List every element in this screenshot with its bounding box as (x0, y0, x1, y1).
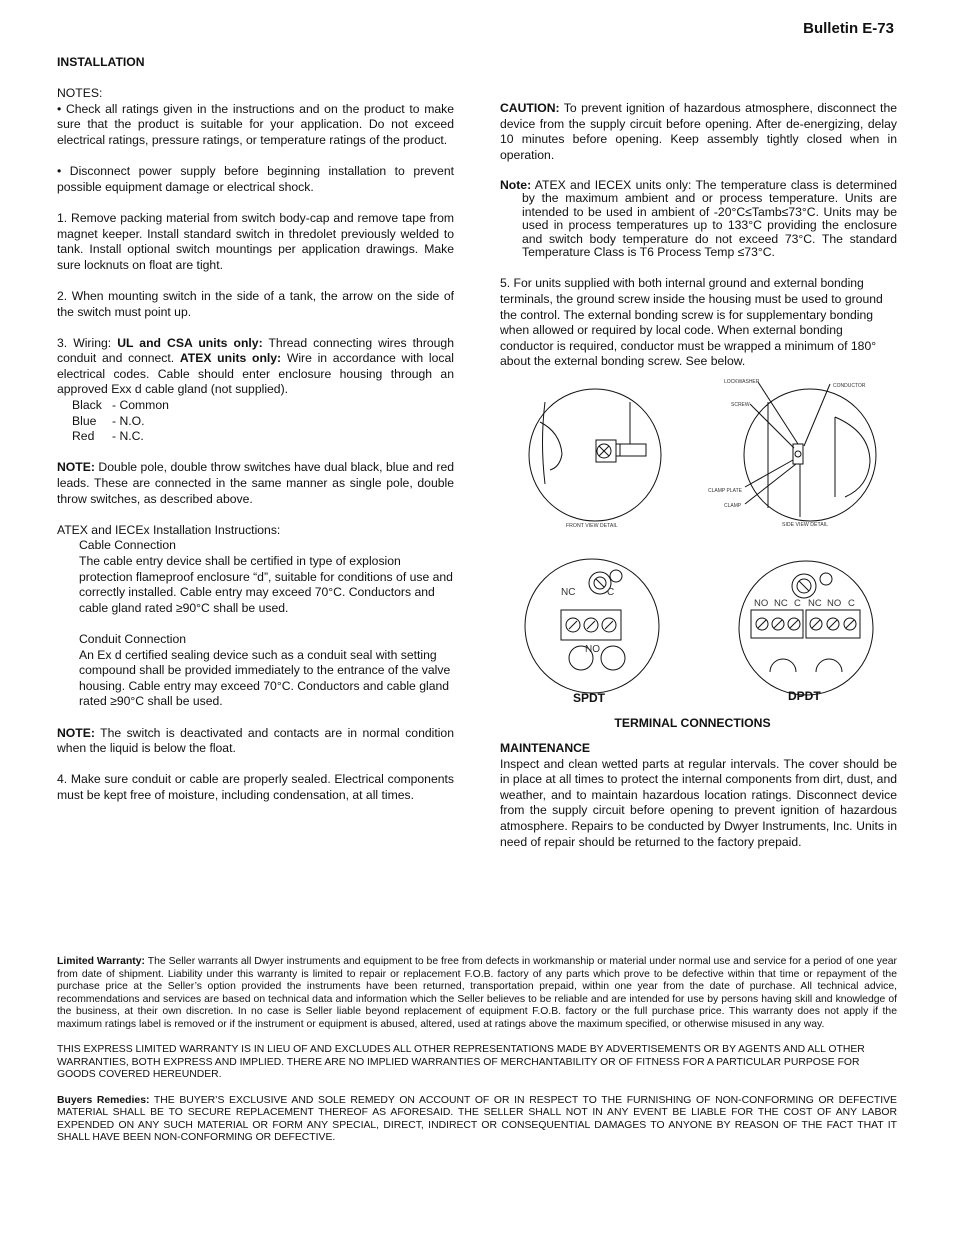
terminal-connection-figure (500, 372, 900, 712)
dpdt-terminal-diagram (739, 561, 873, 695)
dpdt-no-label-2: NO (827, 598, 842, 609)
caution-column (500, 101, 897, 386)
note-switch: NOTE: The switch is deactivated and contacts are in normal condition when the liquid is below the float. (57, 725, 454, 756)
note-dpdt: NOTE: Double pole, double throw switches have dual black, blue and red leads. These are connected in the same manner as single pole, double throw switches, as described above. (57, 460, 454, 506)
step-3-ul-label: UL and CSA units only: (117, 335, 263, 350)
wire-item: Black - Common (72, 398, 169, 413)
side-view-detail (744, 382, 876, 521)
installation-heading: INSTALLATION (57, 55, 145, 69)
spdt-terminal-diagram (525, 559, 659, 693)
dpdt-nc-label: NC (774, 598, 788, 609)
note-atex-temperature: Note: ATEX and IECEX units only: The temperature class is determined by the maximum ambient and or process temperature. Units are intended to be used in ambient of -20°C≤Tamb≤73°C. Units may be used in process temperatures up to 133°C providing the enclosure and switch body temperature do not exceed 73°C. The standard Temperature Class is T6 Process Temp ≤73°C. (500, 177, 897, 259)
spdt-c-label: C (607, 587, 615, 598)
figure-title: TERMINAL CONNECTIONS (614, 716, 771, 730)
conduit-connection-text: An Ex d certified sealing device such as a conduit seal with setting compound shall be provided immediately to the entrance of the valve housing. Cable entry may exceed 70°C. Conductors and cable gland rated ≥90°C shall be used. (79, 647, 451, 709)
step-4: 4. Make sure conduit or cable are properly sealed. Electrical components must be kept free of moisture, including condensation, at all times. (57, 772, 454, 802)
lockwasher-label: LOCKWASHER (724, 379, 760, 385)
express-warranty: THIS EXPRESS LIMITED WARRANTY IS IN LIEU OF AND EXCLUDES ALL OTHER REPRESENTATIONS MADE BY ADVERTISEMENTS OR BY AGENTS AND ALL OTHER WARRANTIES, BOTH EXPRESS AND IMPLIED. THERE ARE NO IMPLIED WARRANTIES OF MERCHANTABILITY OR OF FITNESS FOR A PARTICULAR PURPOSE FOR GOODS COVERED HEREUNDER. (57, 1044, 865, 1081)
dpdt-label: DPDT (788, 689, 821, 703)
installation-column (57, 55, 454, 819)
spdt-nc-label: NC (561, 587, 576, 598)
front-view-detail (529, 389, 661, 521)
step-3-intro: 3. Wiring: (57, 335, 118, 350)
atex-title: ATEX and IECEx Installation Instructions: (57, 522, 281, 537)
step-1: 1. Remove packing material from switch body-cap and remove tape from magnet keeper. Install standard switch in thredolet previously welded to tank. Install optional switch mountings per application drawings. Make sure locknuts on float are tight. (57, 210, 454, 272)
front-view-label: FRONT VIEW DETAIL (566, 523, 618, 529)
notes-label: NOTES: (57, 86, 103, 101)
warranty-section (57, 956, 897, 1158)
dpdt-nc-label-2: NC (808, 598, 822, 609)
conduit-connection-title: Conduit Connection (79, 631, 187, 646)
step-5: 5. For units supplied with both internal ground and external bonding terminals, the ground screw inside the housing must be used to ground the control. The external bonding screw is for supplementary bonding when allowed or required by local code. When external bonding conductor is required, conductor must be wrapped a minimum of 180° about the external bonding screw. See below. (500, 276, 883, 369)
step-3-atex-text: Wire in accordance with local electrical codes. Cable should enter enclosure housing through an approved Exx d cable gland (not supplied). (57, 351, 454, 397)
caution-paragraph: CAUTION: To prevent ignition of hazardous atmosphere, disconnect the device from the supply circuit before opening. After de-energizing, delay 10 minutes before opening. Keep assembly tightly closed when in operation. (500, 101, 897, 162)
spdt-label: SPDT (573, 691, 606, 705)
limited-warranty: Limited Warranty: The Seller warrants all Dwyer instruments and equipment to be free from defects in workmanship or material under normal use and service for a period of one year from date of shipment. Liability under this warranty is limited to repair or replacement F.O.B. factory of any parts which prove to be defective within that time or repayment of the purchase price at the Seller’s option provided the instruments have been returned, transportation prepaid, within one year from the date of purchase. All technical advice, recommendations and services are based on technical data and information which the Seller believes to be reliable and are intended for use by persons having skill and knowledge of the business, at their own discretion. In no case is Seller liable beyond replacement of equipment F.O.B. factory or the full purchase price. This warranty does not apply if the maximum ratings label is removed or if the instrument or equipment is abused, altered, used at ratings above the maximum specified, or otherwise misused in any way. (57, 956, 897, 1030)
maintenance-text: Inspect and clean wetted parts at regular intervals. The cover should be in place at all times to protect the internal components from dirt, dust, and weather, and to maintain hazardous location ratings. Disconnect device from the supply circuit before opening to prevent ignition of hazardous atmosphere. Repairs to be conducted by Dwyer Instruments, Inc. Units in need of repair should be returned to the factory prepaid. (500, 756, 897, 849)
wire-color-list (57, 398, 454, 445)
step-3-ul-text: Thread connecting wires through conduit and connect. (57, 335, 454, 366)
note-ratings: • Check all ratings given in the instructions and on the product to make sure that the product is suitable for your application. Do not exceed electrical ratings, pressure ratings, or temperature ratings of the product. (57, 101, 454, 147)
side-view-label: SIDE VIEW DETAIL (782, 522, 829, 528)
clamp-label: CLAMP (724, 503, 742, 509)
dpdt-no-label: NO (754, 598, 769, 609)
wire-item: Blue - N.O. (72, 413, 145, 428)
screw-label: SCREW (731, 402, 750, 408)
conductor-label: CONDUCTOR (833, 383, 866, 389)
note-disconnect: • Disconnect power supply before beginning installation to prevent possible equipment damage or electrical shock. (57, 164, 454, 194)
bulletin-number: Bulletin E-73 (803, 20, 894, 37)
wire-item: Red - N.C. (72, 429, 144, 444)
maintenance-heading: MAINTENANCE (500, 741, 591, 755)
step-2: 2. When mounting switch in the side of a tank, the arrow on the side of the switch must point up. (57, 288, 454, 319)
cable-connection-title: Cable Connection (79, 538, 176, 553)
maintenance-section (500, 741, 897, 850)
step-3-atex-label: ATEX units only: (179, 351, 282, 366)
dpdt-c-label-2: C (848, 598, 855, 609)
cable-connection-text: The cable entry device shall be certified in type of explosion protection flameproof enclosure “d”, suitable for conditions of use and correctly installed. Cable entry may exceed 70°C. Conductors and cable gland rated ≥90°C shall be used. (79, 554, 453, 615)
buyers-remedies: Buyers Remedies: THE BUYER’S EXCLUSIVE AND SOLE REMEDY ON ACCOUNT OF OR IN RESPECT TO THE FURNISHING OF NON-CONFORMING OR DEFECTIVE MATERIAL SHALL BE TO SECURE REPLACEMENT THEREOF AS AFORESAID. THE SELLER SHALL NOT IN ANY EVENT BE LIABLE FOR THE COST OF ANY LABOR EXPENDED ON ANY SUCH MATERIAL OR FORM ANY SPECIAL, DIRECT, INDIRECT OR CONSEQUENTIAL DAMAGES TO ANYONE BY REASON OF THE FACT THAT IT SHALL HAVE BEEN NON-CONFORMING OR DEFECTIVE. (57, 1094, 897, 1144)
clamp-plate-label: CLAMP PLATE (708, 488, 742, 494)
dpdt-c-label: C (794, 598, 801, 609)
step-3 (57, 336, 454, 398)
spdt-no-label: NO (585, 644, 600, 655)
